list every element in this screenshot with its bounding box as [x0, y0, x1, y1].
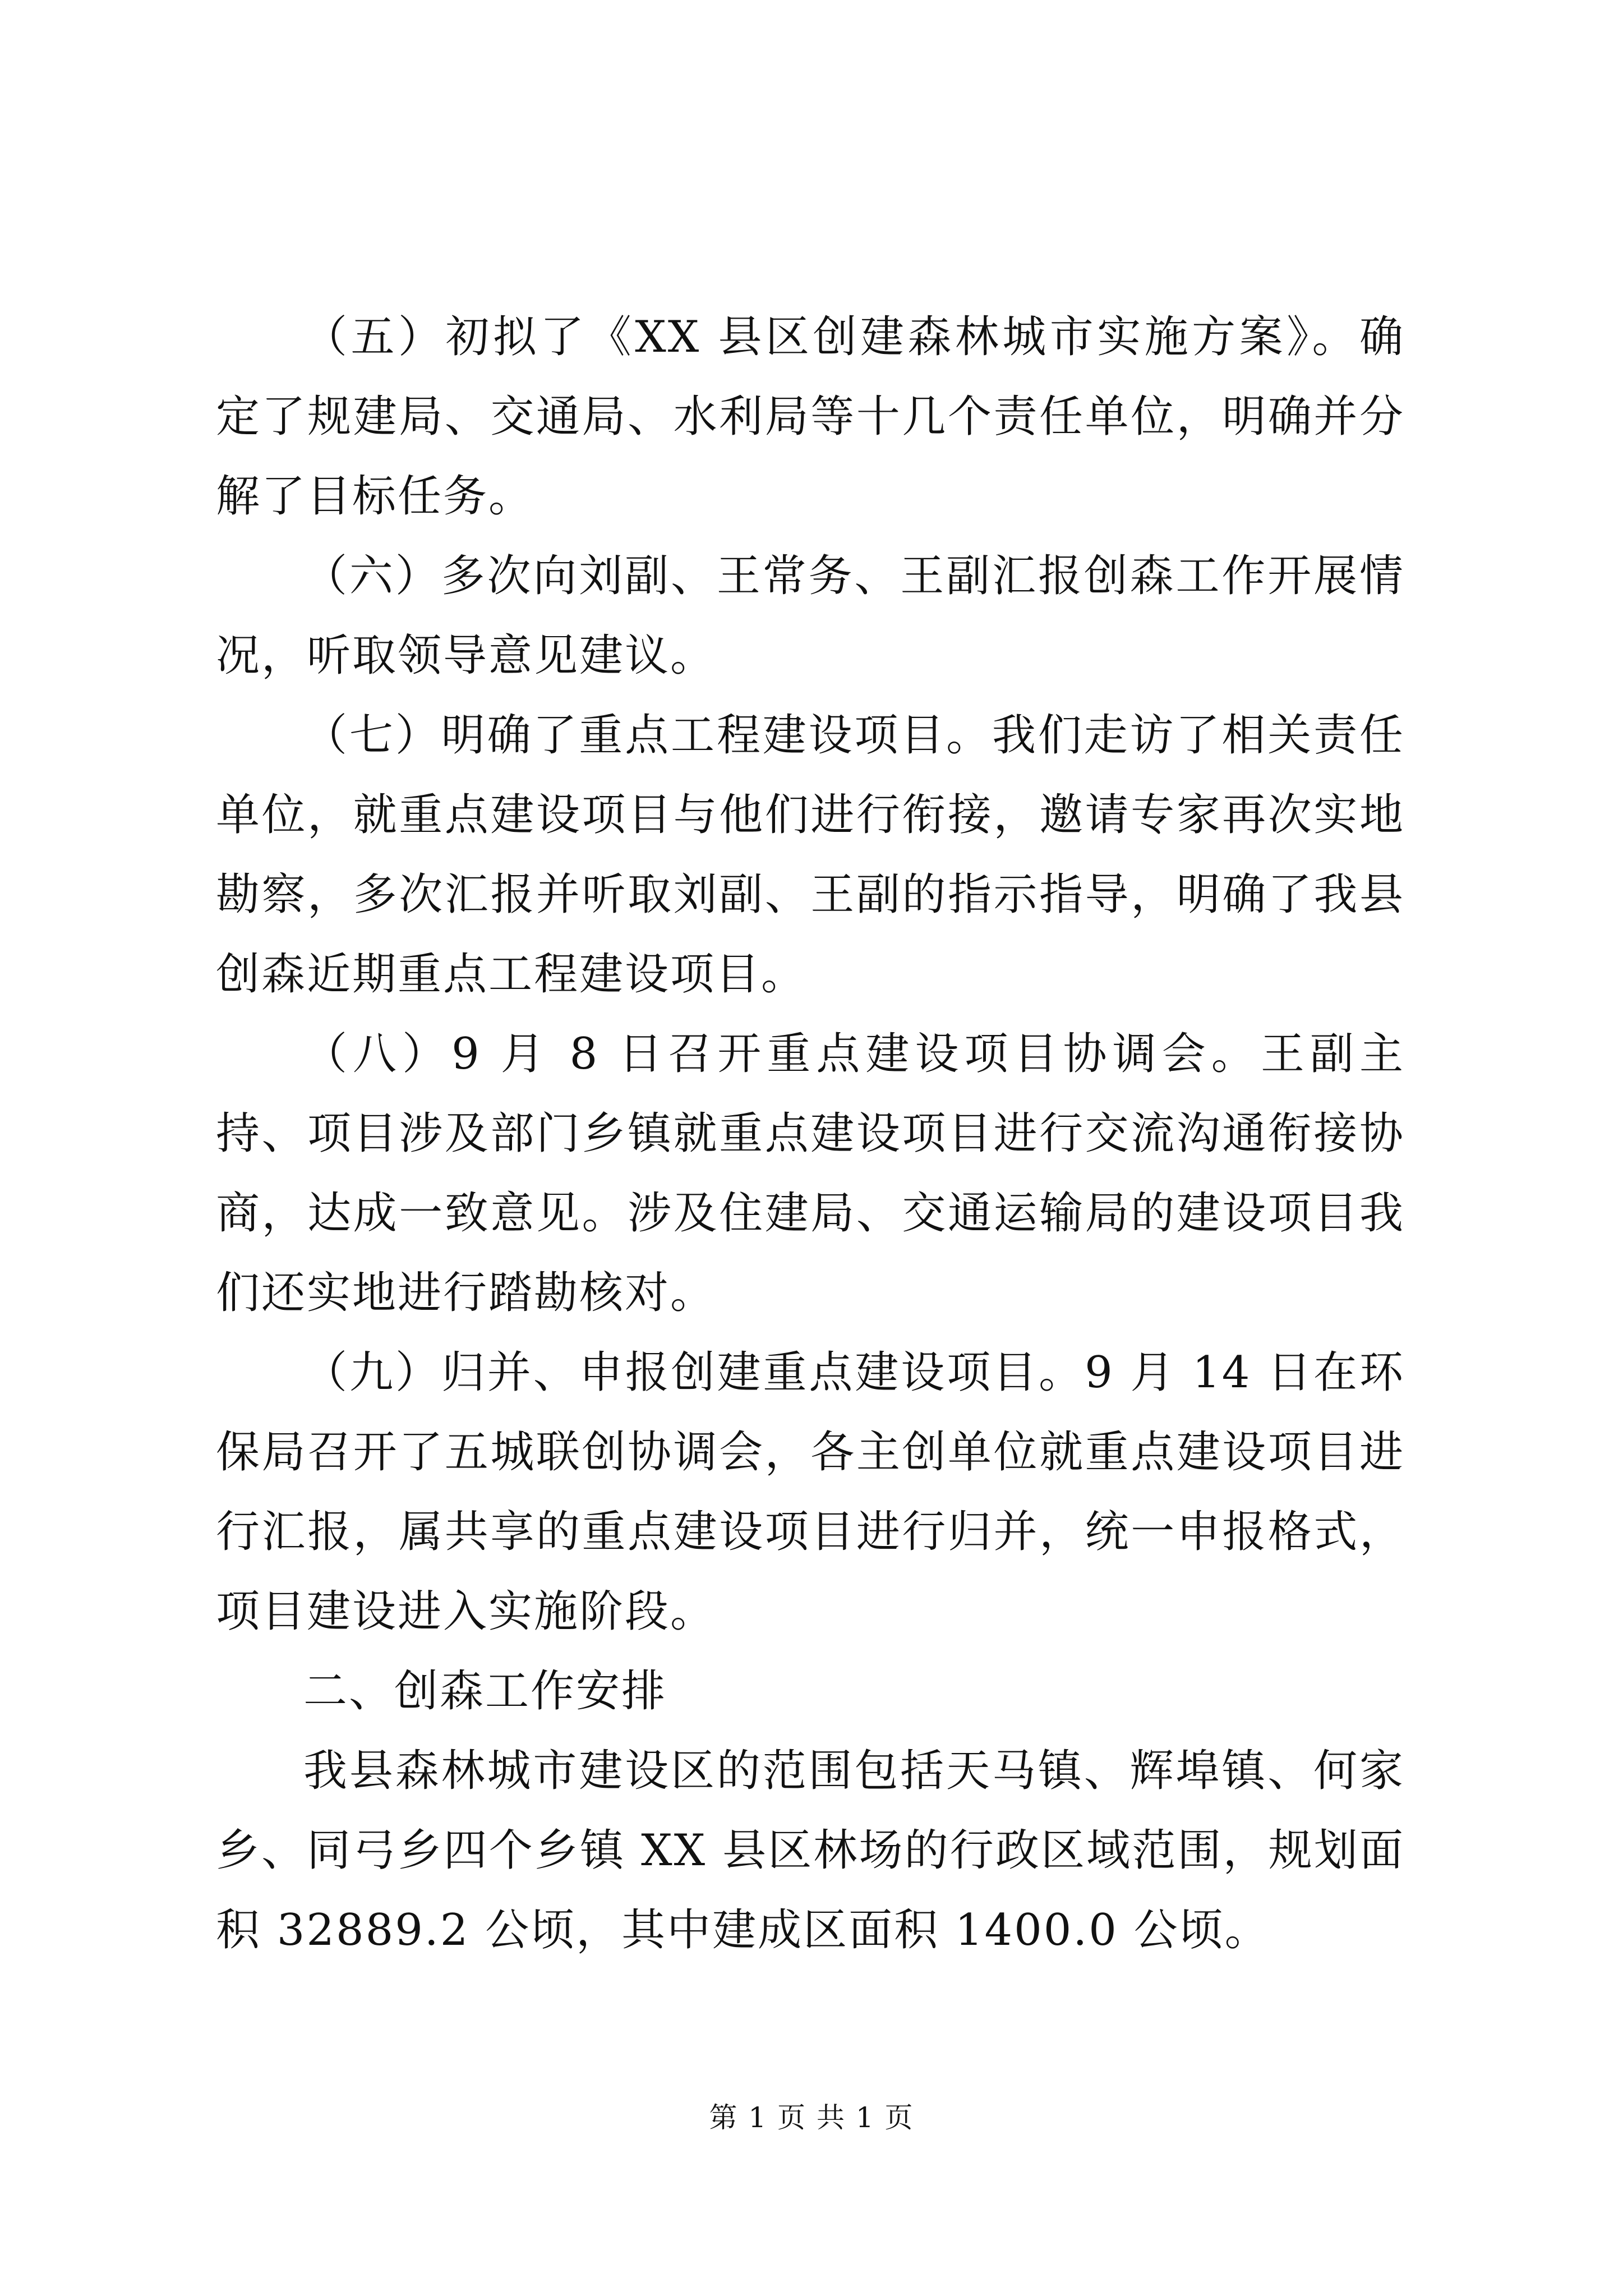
paragraph-item-7: （七）明确了重点工程建设项目。我们走访了相关责任单位，就重点建设项目与他们进行衔接，邀请专家再次实地勘察，多次汇报并听取刘副、王副的指示指导，明确了我县创森近期重点工程建设项目。: [216, 710, 1405, 1000]
paragraph-item-6: （六）多次向刘副、王常务、王副汇报创森工作开展情况，听取领导意见建议。: [216, 551, 1405, 681]
paragraph-item-8: （八）9 月 8 日召开重点建设项目协调会。王副主持、项目涉及部门乡镇就重点建设项目进行交流沟通衔接协商，达成一致意见。涉及住建局、交通运输局的建设项目我们还实地进行踏勘核对。: [216, 1029, 1405, 1318]
paragraph-item-5: （五）初拟了《XX 县区创建森林城市实施方案》。确定了规建局、交通局、水利局等十几个责任单位，明确并分解了目标任务。: [216, 312, 1405, 522]
page-footer: 第 1 页 共 1 页: [709, 2101, 914, 2134]
section-heading: 二、创森工作安排: [303, 1666, 667, 1717]
paragraph-item-9: （九）归并、申报创建重点建设项目。9 月 14 日在环保局召开了五城联创协调会，各主创单位就重点建设项目进行汇报，属共享的重点建设项目进行归并，统一申报格式，项目建设进入实施阶段。: [216, 1347, 1405, 1637]
document-body: [216, 297, 1405, 1970]
section-paragraph: 我县森林城市建设区的范围包括天马镇、辉埠镇、何家乡、同弓乡四个乡镇 XX 县区林场的行政区域范围，规划面积 32889.2 公顷，其中建成区面积 1400.0 公顷。: [216, 1746, 1405, 1955]
